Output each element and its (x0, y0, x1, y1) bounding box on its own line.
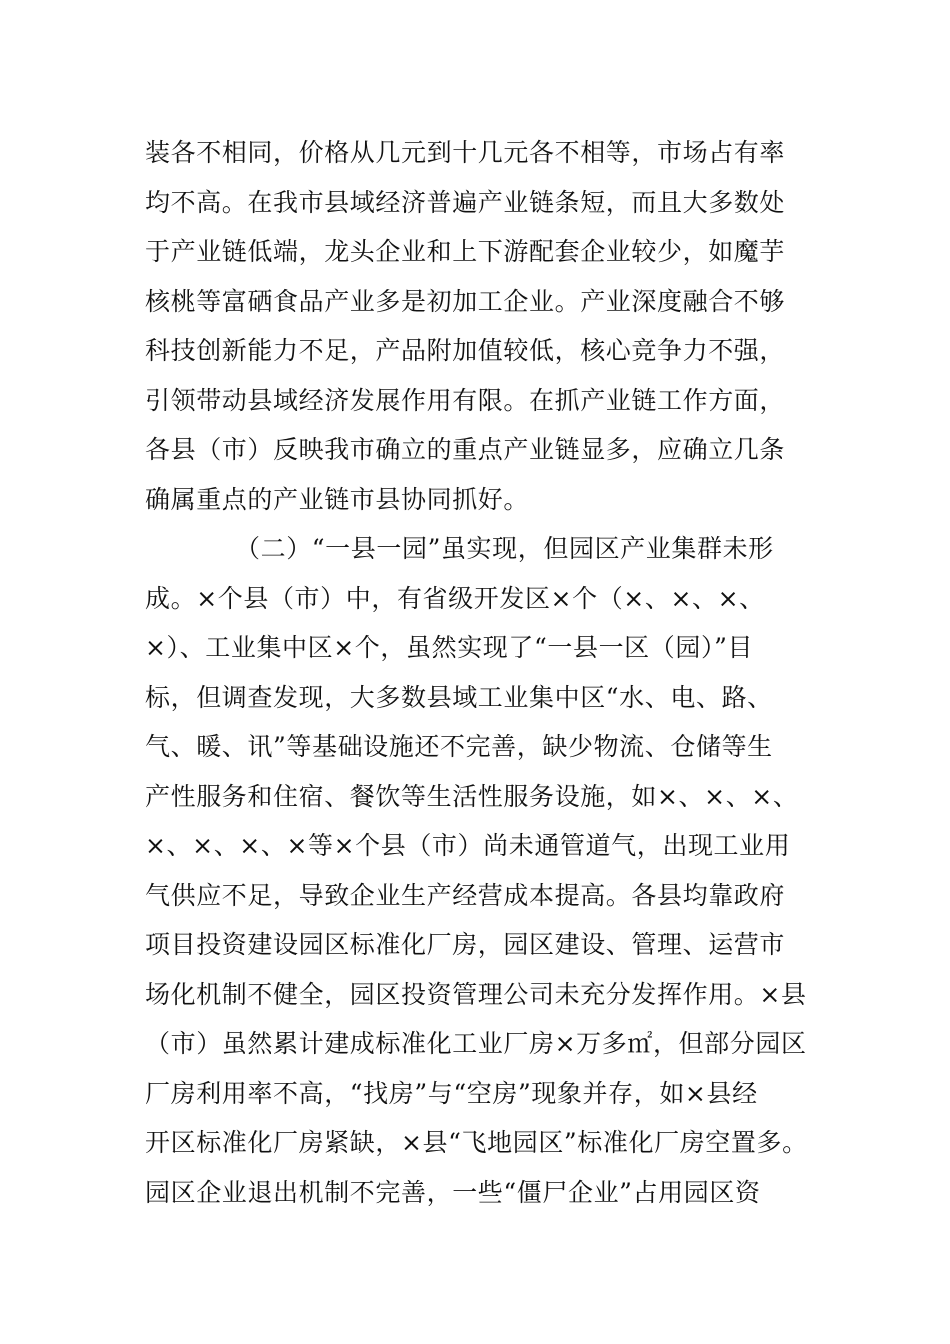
text-line: 引领带动县域经济发展作用有限。在抓产业链工作方面， (145, 385, 786, 415)
text-line: 开区标准化厂房紧缺，×县“飞地园区”标准化厂房空置多。 (145, 1128, 808, 1157)
text-line: 产性服务和住宿、餐饮等生活性服务设施，如×、×、×、 (145, 781, 799, 811)
text-line: 园区企业退出机制不完善，一些“僵尸企业”占用园区资 (145, 1177, 761, 1207)
text-line: 均不高。在我市县域经济普遍产业链条短，而且大多数处 (145, 187, 786, 217)
text-line: 场化机制不健全，园区投资管理公司未充分发挥作用。×县 (145, 979, 807, 1009)
text-line: 标，但调查发现，大多数县域工业集中区“水、电、路、 (145, 682, 773, 712)
text-line: 确属重点的产业链市县协同抓好。 (145, 484, 530, 514)
text-line: 项目投资建设园区标准化厂房，园区建设、管理、运营市 (145, 930, 786, 959)
text-line: 于产业链低端，龙头企业和上下游配套企业较少，如魔芋 (145, 237, 786, 266)
section-heading-line: （二）“一县一园”虽实现，但园区产业集群未形 (235, 534, 774, 563)
text-line: 气供应不足，导致企业生产经营成本提高。各县均靠政府 (145, 880, 786, 910)
text-line: （市）虽然累计建成标准化工业厂房×万多㎡，但部分园区 (145, 1029, 807, 1058)
text-line: 科技创新能力不足，产品附加值较低，核心竞争力不强， (145, 336, 786, 365)
text-line: 核桃等富硒食品产业多是初加工企业。产业深度融合不够 (145, 286, 786, 316)
body-text (145, 128, 845, 1217)
text-line: 成。×个县（市）中，有省级开发区×个（×、×、×、 (145, 583, 765, 613)
text-line: 厂房利用率不高，“找房”与“空房”现象并存，如×县经 (145, 1078, 758, 1108)
text-line: ×）、工业集中区×个，虽然实现了“一县一区（园）”目 (145, 633, 754, 662)
text-line: 各县（市）反映我市确立的重点产业链显多，应确立几条 (145, 435, 786, 464)
text-line: ×、×、×、×等×个县（市）尚未通管道气，出现工业用 (145, 831, 791, 860)
text-line: 气、暖、讯”等基础设施还不完善，缺少物流、仓储等生 (145, 732, 773, 761)
text-line: 装各不相同，价格从几元到十几元各不相等，市场占有率 (145, 138, 786, 167)
